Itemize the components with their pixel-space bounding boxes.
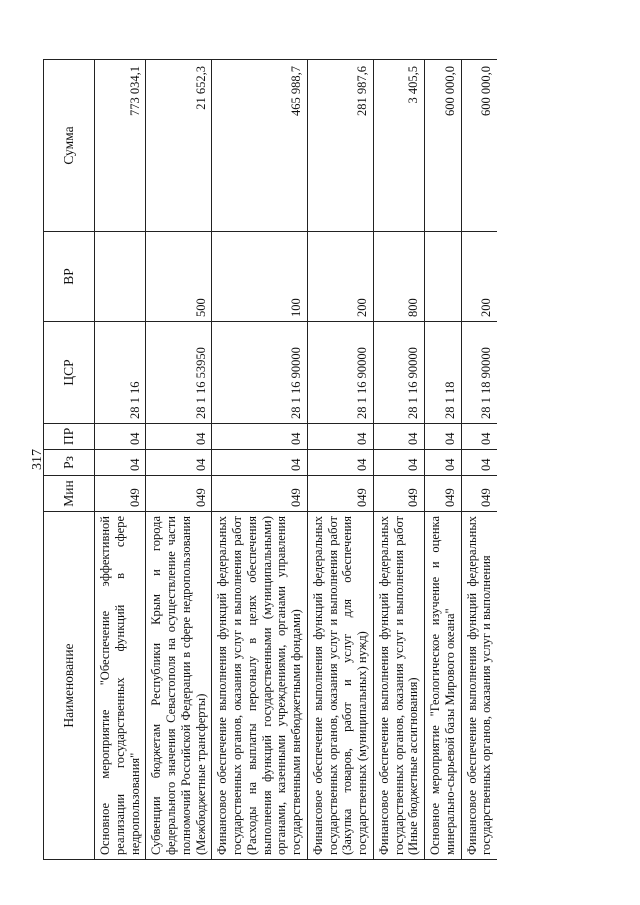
row-name: Субвенции бюджетам Республики Крым и города федерального значения Севастополя на осуществление части полномочий Российской Федерации в сфере недропользования (Межбюджетные трансферты) [146,512,212,860]
header-csr: ЦСР [44,322,95,424]
header-pr: ПР [44,424,95,450]
table-row [425,60,462,860]
row-vr: 800 [373,232,424,322]
row-pr: 04 [425,424,462,450]
row-rz: 04 [146,450,212,476]
table-row [307,60,373,860]
row-pr: 04 [95,424,146,450]
header-sum: Сумма [44,60,95,232]
row-csr: 28 1 16 90000 [212,322,308,424]
budget-table [43,59,497,860]
row-vr: 200 [461,232,497,322]
row-pr: 04 [373,424,424,450]
row-csr: 28 1 16 90000 [307,322,373,424]
row-min: 049 [461,476,497,512]
row-csr: 28 1 16 53950 [146,322,212,424]
row-sum: 773 034,1 [95,60,146,232]
row-rz: 04 [461,450,497,476]
row-sum: 21 652,3 [146,60,212,232]
row-vr: 500 [146,232,212,322]
row-rz: 04 [307,450,373,476]
row-rz: 04 [95,450,146,476]
row-min: 049 [212,476,308,512]
row-csr: 28 1 18 [425,322,462,424]
table-row [373,60,424,860]
row-name: Финансовое обеспечение выполнения функций федеральных государственных органов, оказания услуг и выполнения работ (Иные бюджетные ассигнования) [373,512,424,860]
row-sum: 3 405,5 [373,60,424,232]
row-sum: 600 000,0 [461,60,497,232]
row-name: Финансовое обеспечение выполнения функций федеральных государственных органов, оказания услуг и выполнения работ (Расходы на выплаты персоналу в целях обеспечения выполнения функций государственными (муниципальными) органами, казенными учреждениями, органами управления государственными внебюджетными фондами) [212,512,308,860]
row-rz: 04 [425,450,462,476]
row-sum: 600 000,0 [425,60,462,232]
row-vr: 200 [307,232,373,322]
row-name: Финансовое обеспечение выполнения функций федеральных государственных органов, оказания услуг и выполнения работ (Закупка товаров, работ и услуг для обеспечения государственных (муниципальных) нужд) [307,512,373,860]
row-csr: 28 1 16 90000 [373,322,424,424]
row-min: 049 [146,476,212,512]
row-pr: 04 [307,424,373,450]
page-number: 317 [30,449,45,470]
row-name: Основное мероприятие "Обеспечение эффективной реализации государственных функций в сфере недропользования" [95,512,146,860]
header-name: Наименование [44,512,95,860]
row-min: 049 [95,476,146,512]
row-min: 049 [307,476,373,512]
header-min: Мин [44,476,95,512]
table-row [212,60,308,860]
row-sum: 465 988,7 [212,60,308,232]
row-csr: 28 1 18 90000 [461,322,497,424]
row-min: 049 [373,476,424,512]
row-rz: 04 [212,450,308,476]
header-rz: Рз [44,450,95,476]
header-vr: ВР [44,232,95,322]
row-rz: 04 [373,450,424,476]
table-row [146,60,212,860]
row-sum: 281 987,6 [307,60,373,232]
budget-table-sheet [43,60,595,860]
row-min: 049 [425,476,462,512]
row-name: Основное мероприятие "Геологическое изучение и оценка минерально-сырьевой базы Мирового океана" [425,512,462,860]
table-row [461,60,497,860]
row-pr: 04 [461,424,497,450]
table-row [95,60,146,860]
row-vr: 100 [212,232,308,322]
row-csr: 28 1 16 [95,322,146,424]
row-vr [425,232,462,322]
table-header-row [44,60,95,860]
row-vr [95,232,146,322]
row-pr: 04 [146,424,212,450]
row-name: Финансовое обеспечение выполнения функций федеральных государственных органов, оказания услуг и выполнения [461,512,497,860]
row-pr: 04 [212,424,308,450]
